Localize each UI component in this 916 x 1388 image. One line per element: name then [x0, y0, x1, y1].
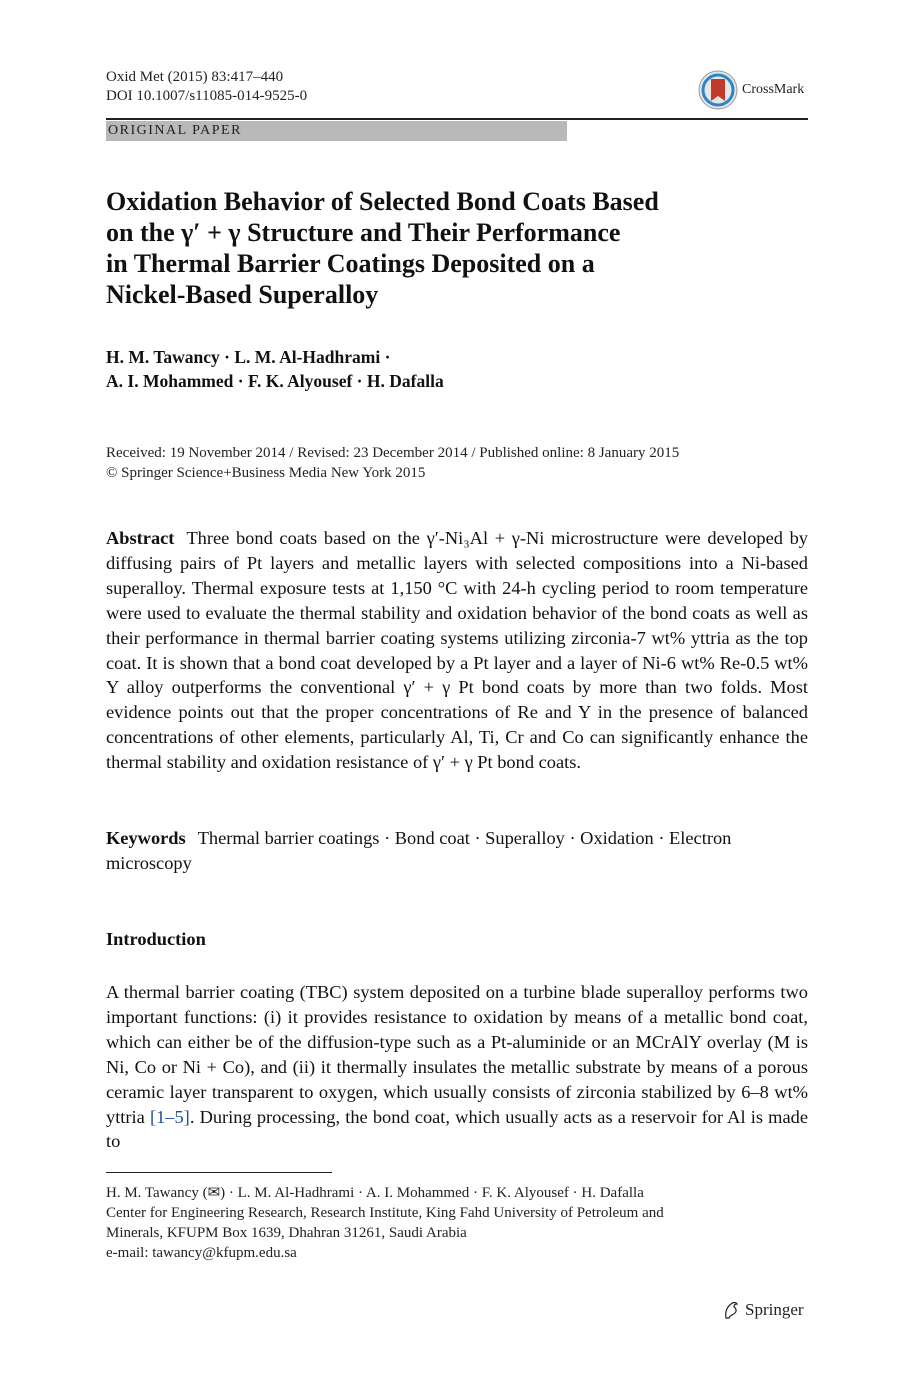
history-dates: Received: 19 November 2014 / Revised: 23 December 2014 / Published online: 8 January 2015 — [106, 445, 680, 461]
publisher-logo — [722, 1300, 804, 1320]
abstract-section — [106, 526, 808, 775]
keywords-text: Thermal barrier coatings · Bond coat · Superalloy · Oxidation · Electron microscopy — [106, 828, 732, 873]
journal-doi: DOI 10.1007/s11085-014-9525-0 — [106, 88, 308, 104]
title-line-2: on the γ′ + γ Structure and Their Performance — [106, 218, 621, 247]
introduction-paragraph — [106, 980, 808, 1154]
paper-title — [106, 186, 716, 310]
keywords-label: Keywords — [106, 828, 186, 848]
journal-info — [106, 68, 307, 106]
crossmark-badge[interactable] — [698, 70, 804, 110]
intro-text-after: . During processing, the bond coat, which usually acts as a reservoir for Al is made to — [106, 1106, 808, 1152]
journal-citation: Oxid Met (2015) 83:417–440 — [106, 69, 284, 85]
footnote-affiliation-2: Minerals, KFUPM Box 1639, Dhahran 31261, Saudi Arabia — [106, 1225, 467, 1241]
footnote-affiliation-1: Center for Engineering Research, Research Institute, King Fahd University of Petroleum and — [106, 1205, 664, 1221]
publisher-name: Springer — [745, 1300, 804, 1319]
abstract-label: Abstract — [106, 528, 175, 548]
footnote-authors: H. M. Tawancy (✉) · L. M. Al-Hadhrami · A. I. Mohammed · F. K. Alyousef · H. Dafalla — [106, 1185, 644, 1201]
article-type-badge: ORIGINAL PAPER — [106, 121, 567, 141]
citation-link[interactable]: [1–5] — [149, 1106, 190, 1127]
copyright-notice: © Springer Science+Business Media New York 2015 — [106, 465, 426, 481]
publication-history — [106, 443, 808, 483]
title-line-3: in Thermal Barrier Coatings Deposited on a — [106, 249, 595, 278]
title-line-1: Oxidation Behavior of Selected Bond Coats Based — [106, 187, 659, 216]
authors-line-2: A. I. Mohammed · F. K. Alyousef · H. Dafalla — [106, 371, 444, 391]
abstract-text: Three bond coats based on the γ′-Ni₃Al + γ-Ni microstructure were developed by diffusing pairs of Pt layers and metallic layers with selected compositions into a Ni-based superalloy. Thermal exposure tests at 1,150 °C with 24-h cycling period to room temperature were used to evaluate the thermal stability and oxidation behavior of the bond coats as well as their performance in thermal barrier coating systems utilizing zirconia-7 wt% yttria as the top coat. It is shown that a bond coat developed by a Pt layer and a layer of Ni-6 wt% Re-0.5 wt% Y alloy outperforms the conventional γ′ + γ Pt bond coats by more than two folds. Most evidence points out that the proper concentrations of Re and Y in the presence of balanced concentrations of other elements, particularly Al, Ti, Cr and Co can significantly enhance the thermal stability and oxidation resistance of γ′ + γ Pt bond coats. — [106, 528, 808, 773]
keywords-section — [106, 826, 808, 876]
crossmark-icon — [698, 70, 738, 110]
springer-horse-icon — [722, 1300, 740, 1320]
crossmark-label: CrossMark — [742, 82, 805, 97]
header-divider — [106, 118, 808, 120]
introduction-heading: Introduction — [106, 929, 206, 949]
footnote-email[interactable]: e-mail: tawancy@kfupm.edu.sa — [106, 1245, 297, 1261]
author-list — [106, 345, 706, 393]
title-line-4: Nickel-Based Superalloy — [106, 280, 379, 309]
author-affiliation-footnote — [106, 1183, 808, 1263]
authors-line-1: H. M. Tawancy · L. M. Al-Hadhrami · — [106, 347, 391, 367]
footnote-divider — [106, 1172, 332, 1173]
intro-text-before: A thermal barrier coating (TBC) system deposited on a turbine blade superalloy performs two important functions: (i) it provides resistance to oxidation by means of a metallic bond coat, which can either be of the diffusion-type such as a Pt-aluminide or an MCrAlY overlay (M is Ni, Co or Ni + Co), and (ii) it thermally insulates the metallic substrate by means of a porous ceramic layer transparent to oxygen, which usually consists of zirconia stabilized by 6–8 wt% yttria — [106, 982, 808, 1127]
